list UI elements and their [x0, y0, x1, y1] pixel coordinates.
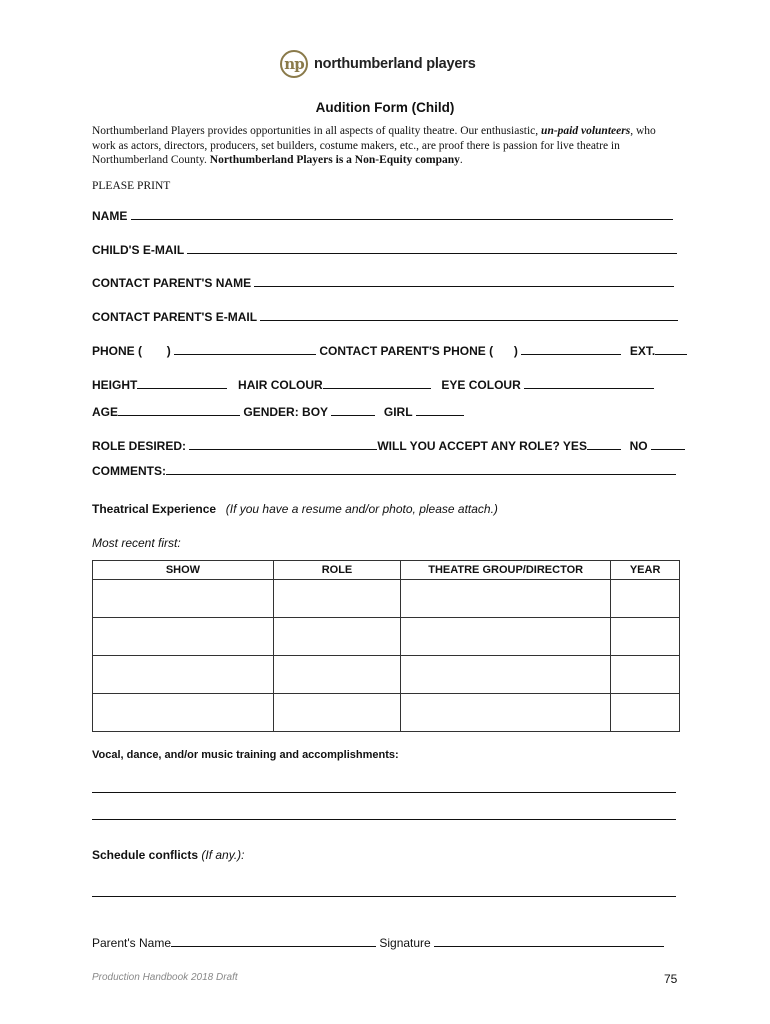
schedule-heading: Schedule conflicts: [92, 848, 199, 862]
theatre-group-cell[interactable]: [401, 694, 611, 732]
column-role: ROLE: [273, 561, 400, 580]
training-line-2[interactable]: [92, 819, 676, 820]
training-line-1[interactable]: [92, 792, 676, 793]
theatrical-note: (If you have a resume and/or photo, please attach.): [225, 502, 498, 516]
column-theatre-group: THEATRE GROUP/DIRECTOR: [401, 561, 611, 580]
comments-label: COMMENTS:: [92, 464, 166, 478]
training-heading: Vocal, dance, and/or music training and accomplishments:: [92, 749, 399, 761]
show-cell[interactable]: [93, 580, 274, 618]
phone-close: ): [166, 344, 171, 358]
parent-phone-field[interactable]: [521, 343, 621, 355]
parent-email-field[interactable]: [260, 309, 678, 321]
role-desired-field[interactable]: [189, 438, 377, 450]
page-number: 75: [664, 972, 678, 986]
intro-emph: un-paid volunteers: [541, 125, 631, 137]
yes-field[interactable]: [587, 438, 621, 450]
signature-field[interactable]: [434, 935, 664, 947]
phone-label: PHONE (: [92, 344, 143, 358]
intro-paragraph: [92, 124, 682, 168]
intro-bold: Northumberland Players is a Non-Equity company: [209, 154, 460, 166]
girl-label: GIRL: [383, 405, 413, 419]
role-row: [92, 438, 685, 453]
comments-row: [92, 463, 676, 478]
appearance-row: [92, 377, 654, 392]
table-row: [93, 656, 680, 694]
intro-part2: , who work as actors, directors, producers, set builders, costume makers, etc., are proof there is passion for live theatre in Northumberland County.: [92, 125, 656, 166]
name-field[interactable]: [131, 208, 673, 220]
height-field[interactable]: [137, 377, 227, 389]
hair-colour-label: HAIR COLOUR: [238, 378, 323, 392]
footer-text: Production Handbook 2018 Draft: [92, 972, 238, 983]
parent-name-sign-field[interactable]: [171, 935, 376, 947]
role-cell[interactable]: [273, 580, 400, 618]
year-cell[interactable]: [611, 694, 680, 732]
gender-boy-label: GENDER: BOY: [243, 405, 328, 419]
no-field[interactable]: [651, 438, 685, 450]
parent-email-label: CONTACT PARENT'S E-MAIL: [92, 310, 257, 324]
theatre-group-cell[interactable]: [401, 656, 611, 694]
girl-field[interactable]: [416, 404, 464, 416]
height-label: HEIGHT: [92, 378, 138, 392]
table-row: [93, 694, 680, 732]
please-print-label: PLEASE PRINT: [92, 180, 171, 192]
year-cell[interactable]: [611, 580, 680, 618]
age-field[interactable]: [118, 404, 240, 416]
theatrical-experience-heading: [92, 502, 498, 516]
role-cell[interactable]: [273, 656, 400, 694]
eye-colour-label: EYE COLOUR: [441, 378, 521, 392]
year-cell[interactable]: [611, 618, 680, 656]
table-row: [93, 618, 680, 656]
comments-field[interactable]: [166, 463, 676, 475]
boy-field[interactable]: [331, 404, 375, 416]
schedule-line[interactable]: [92, 896, 676, 897]
signature-row: [92, 935, 664, 950]
logo: [280, 48, 476, 80]
theatre-group-cell[interactable]: [401, 580, 611, 618]
most-recent-label: Most recent first:: [92, 536, 181, 550]
schedule-note: (If any.):: [201, 848, 245, 862]
childs-email-field[interactable]: [187, 242, 677, 254]
logo-text: northumberland players: [314, 56, 476, 72]
intro-part1: Northumberland Players provides opportunities in all aspects of quality theatre. Our enthusiastic,: [92, 125, 542, 137]
theatrical-heading: Theatrical Experience: [92, 502, 217, 516]
parent-email-row: [92, 309, 678, 324]
parent-name-field[interactable]: [254, 275, 674, 287]
column-show: SHOW: [93, 561, 274, 580]
name-row: [92, 208, 673, 223]
intro-end: .: [459, 154, 463, 166]
parent-name-label: CONTACT PARENT'S NAME: [92, 276, 252, 290]
accept-any-role-label: WILL YOU ACCEPT ANY ROLE? YES: [377, 439, 587, 453]
column-year: YEAR: [611, 561, 680, 580]
show-cell[interactable]: [93, 694, 274, 732]
parent-phone-label: CONTACT PARENT'S PHONE (: [319, 344, 494, 358]
phone-row: [92, 343, 687, 358]
year-cell[interactable]: [611, 656, 680, 694]
role-cell[interactable]: [273, 618, 400, 656]
show-cell[interactable]: [93, 656, 274, 694]
page-title: Audition Form (Child): [315, 100, 455, 115]
signature-label: Signature: [379, 936, 431, 950]
table-row: [93, 580, 680, 618]
childs-email-label: CHILD'S E-MAIL: [92, 243, 184, 257]
theatre-group-cell[interactable]: [401, 618, 611, 656]
np-logo-icon: np: [280, 50, 308, 78]
age-label: AGE: [92, 405, 119, 419]
childs-email-row: [92, 242, 677, 257]
schedule-conflicts-heading: [92, 848, 245, 862]
parent-name-sign-label: Parent's Name: [92, 936, 171, 950]
name-label: NAME: [92, 209, 128, 223]
hair-colour-field[interactable]: [323, 377, 431, 389]
ext-field[interactable]: [655, 343, 687, 355]
eye-colour-field[interactable]: [524, 377, 654, 389]
phone-field[interactable]: [174, 343, 316, 355]
parent-phone-close: ): [513, 344, 518, 358]
age-gender-row: [92, 404, 464, 419]
experience-table: [92, 560, 680, 732]
role-cell[interactable]: [273, 694, 400, 732]
role-desired-label: ROLE DESIRED:: [92, 439, 187, 453]
ext-label: EXT.: [629, 344, 656, 358]
parent-name-row: [92, 275, 674, 290]
no-label: NO: [629, 439, 648, 453]
show-cell[interactable]: [93, 618, 274, 656]
